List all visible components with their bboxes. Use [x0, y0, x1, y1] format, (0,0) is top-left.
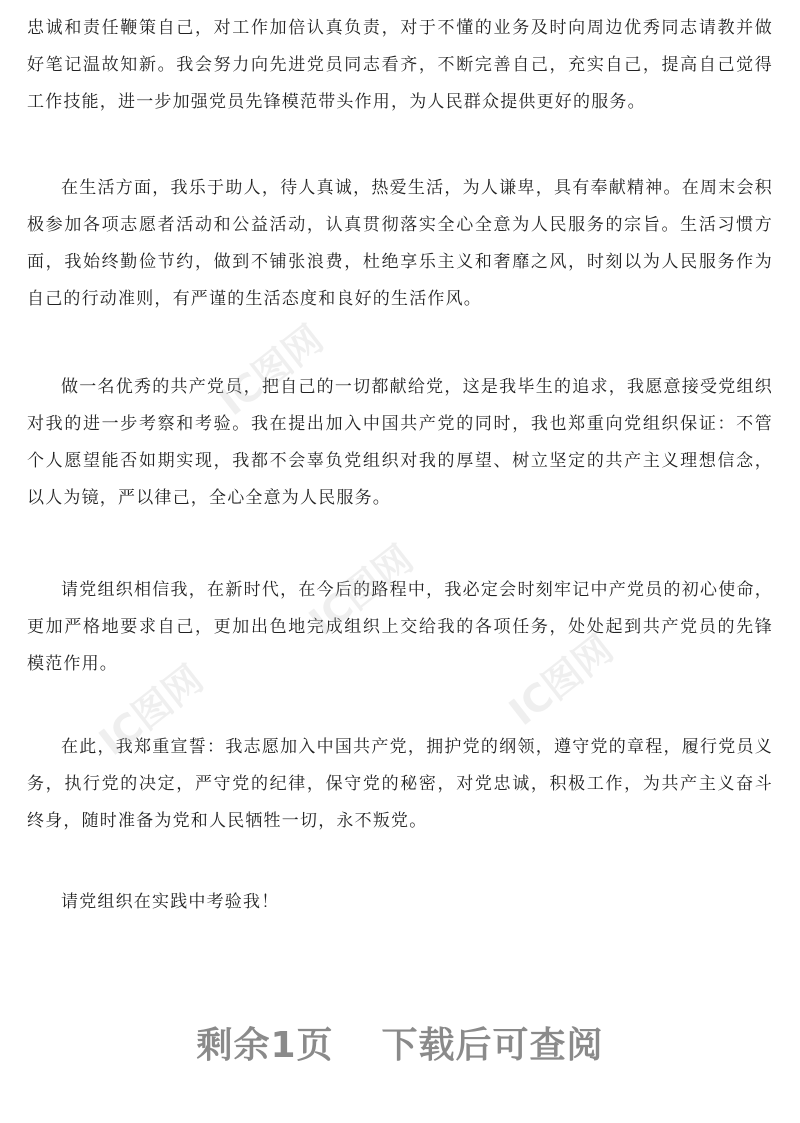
- paragraph-trust: 请党组织相信我，在新时代，在今后的路程中，我必定会时刻牢记中产党员的初心使命，更加严格地要求自己，更加出色地完成组织上交给我的各项任务，处处起到共产党员的先锋模范作用。: [27, 580, 773, 674]
- paragraph-oath: 在此，我郑重宣誓：我志愿加入中国共产党，拥护党的纲领，遵守党的章程，履行党员义务，执行党的决定，严守党的纪律，保守党的秘密，对党忠诚，积极工作，为共产主义奋斗终身，随时准备为党和人民牺牲一切，永不叛党。: [27, 737, 773, 831]
- watermark-mark: IC图网: [501, 626, 622, 734]
- watermark-mark: IC图网: [91, 656, 212, 764]
- paragraph-life: 在生活方面，我乐于助人，待人真诚，热爱生活，为人谦卑，具有奉献精神。在周末会积极参加各项志愿者活动和公益活动，认真贯彻落实全心全意为人民服务的宗旨。生活习惯方面，我始终勤俭节约，做到不铺张浪费，杜绝享乐主义和奢靡之风，时刻以为人民服务作为自己的行动准则，有严谨的生活态度和良好的生活作风。: [27, 178, 773, 309]
- watermark-mark: IC图网: [211, 316, 332, 424]
- remaining-pages-label: 剩余1页: [196, 1025, 334, 1066]
- download-banner[interactable]: [0, 1017, 800, 1068]
- watermark-mark: IC图网: [301, 536, 422, 644]
- paragraph-continuation: 忠诚和责任鞭策自己，对工作加倍认真负责，对于不懂的业务及时向周边优秀同志请教并做好笔记温故知新。我会努力向先进党员同志看齐，不断完善自己，充实自己，提高自己觉得工作技能，进一步加强党员先锋模范带头作用，为人民群众提供更好的服务。: [27, 18, 773, 112]
- paragraph-commitment: 做一名优秀的共产党员，把自己的一切都献给党，这是我毕生的追求，我愿意接受党组织对我的进一步考察和考验。我在提出加入中国共产党的同时，我也郑重向党组织保证：不管个人愿望能否如期实现，我都不会辜负党组织对我的厚望、树立坚定的共产主义理想信念，以人为镜，严以律己，全心全意为人民服务。: [27, 377, 773, 508]
- download-hint-label: 下载后可查阅: [381, 1025, 604, 1066]
- paragraph-closing: 请党组织在实践中考验我！: [61, 892, 280, 912]
